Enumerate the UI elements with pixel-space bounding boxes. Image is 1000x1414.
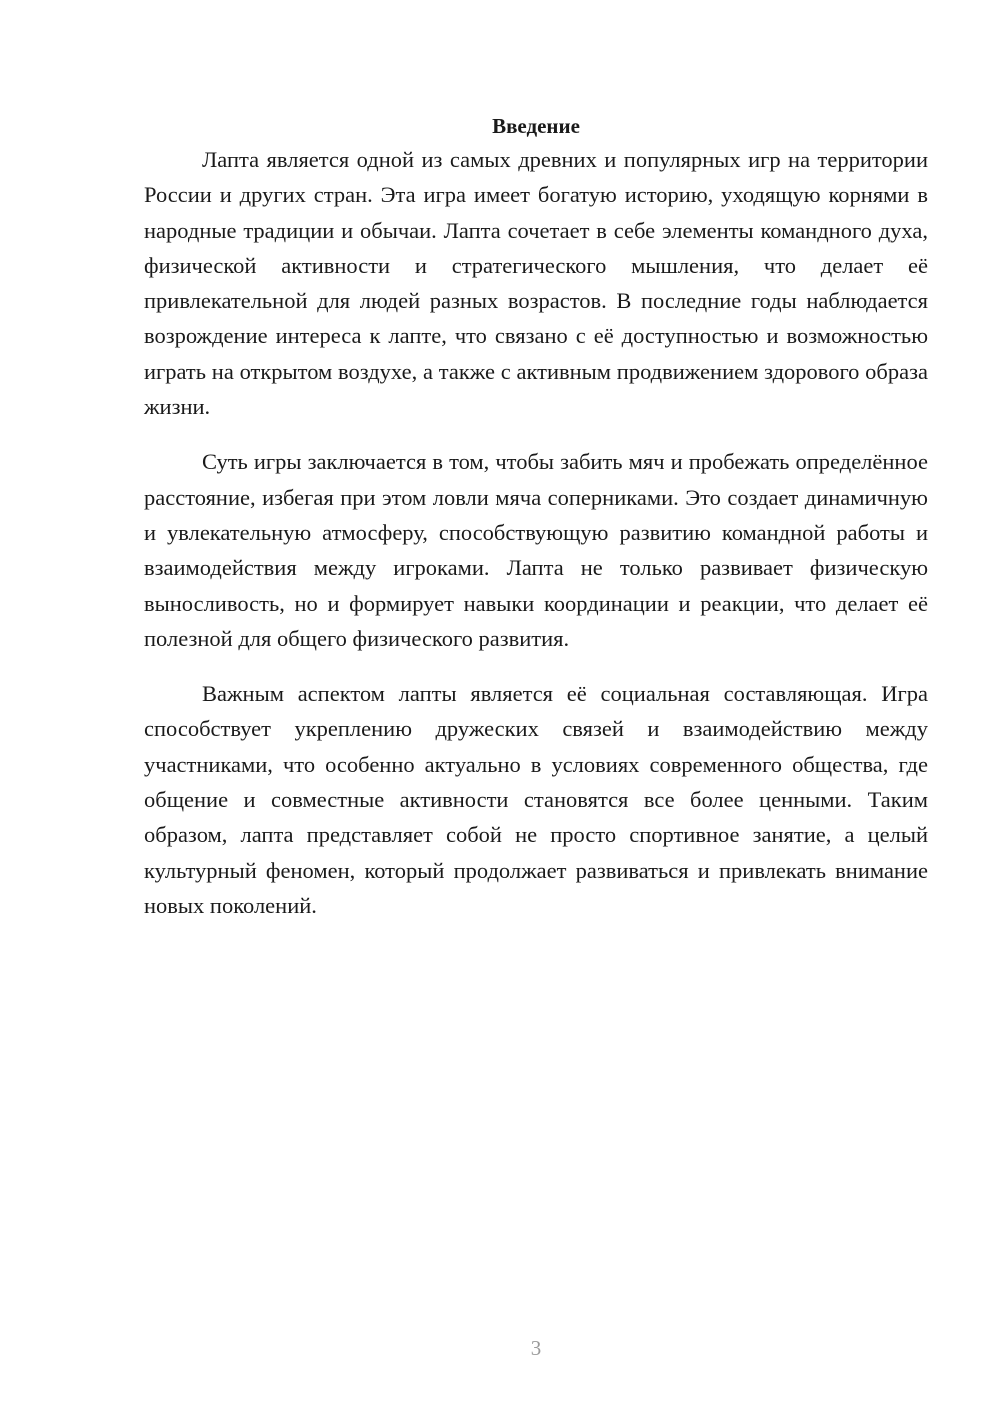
paragraph-3: Важным аспектом лапты является её социальная составляющая. Игра способствует укреплению дружеских связей и взаимодействию между участниками, что особенно актуально в условиях современного общества, где общение и совместные активности становятся все более ценными. Таким образом, лапта представляет собой не просто спортивное занятие, а целый культурный феномен, который продолжает развиваться и привлекать внимание новых поколений. (144, 681, 928, 918)
page-number: 3 (530, 1336, 542, 1360)
section-title: Введение (492, 114, 580, 139)
paragraph-2: Суть игры заключается в том, чтобы забить мяч и пробежать определённое расстояние, избегая при этом ловли мяча соперниками. Это создает динамичную и увлекательную атмосферу, способствующую развитию командной работы и взаимодействия между игроками. Лапта не только развивает физическую выносливость, но и формирует навыки координации и реакции, что делает её полезной для общего физического развития. (144, 449, 928, 651)
paragraph-1: Лапта является одной из самых древних и популярных игр на территории России и других стран. Эта игра имеет богатую историю, уходящую корнями в народные традиции и обычаи. Лапта сочетает в себе элементы командного духа, физической активности и стратегического мышления, что делает её привлекательной для людей разных возрастов. В последние годы наблюдается возрождение интереса к лапте, что связано с её доступностью и возможностью играть на открытом воздухе, а также с активным продвижением здорового образа жизни. (144, 147, 928, 420)
document-body (144, 142, 928, 943)
